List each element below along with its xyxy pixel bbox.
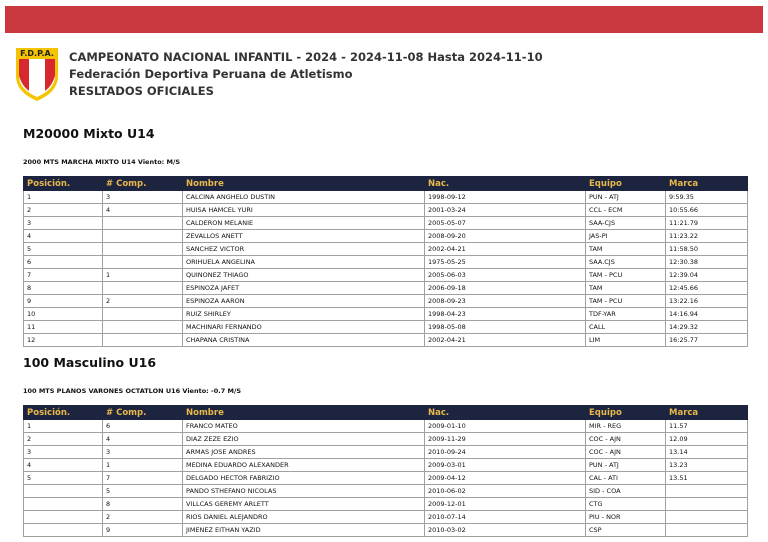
- mark-cell: 11:21.79: [666, 217, 748, 230]
- birthdate-cell: 2002-04-21: [425, 243, 586, 256]
- birthdate-cell: 1975-05-25: [425, 256, 586, 269]
- mark-cell: 13:22.16: [666, 295, 748, 308]
- team-cell: TAM - PCU: [586, 295, 666, 308]
- birthdate-cell: 2001-03-24: [425, 204, 586, 217]
- competitor-number-cell: 1: [103, 269, 183, 282]
- col-team: Equipo: [586, 177, 666, 191]
- table-row: [24, 472, 748, 485]
- name-cell: FRANCO MATEO: [183, 420, 425, 433]
- mark-cell: [666, 498, 748, 511]
- table-row: [24, 243, 748, 256]
- name-cell: ESPINOZA JAFET: [183, 282, 425, 295]
- position-cell: 1: [24, 420, 103, 433]
- results-table: [23, 176, 748, 347]
- birthdate-cell: 2006-09-18: [425, 282, 586, 295]
- team-cell: CCL - ECM: [586, 204, 666, 217]
- competitor-number-cell: 5: [103, 485, 183, 498]
- table-row: [24, 282, 748, 295]
- name-cell: DIAZ ZEZE EZIO: [183, 433, 425, 446]
- name-cell: JIMENEZ EITHAN YAZID: [183, 524, 425, 537]
- team-cell: TAM: [586, 282, 666, 295]
- mark-cell: 12:39.04: [666, 269, 748, 282]
- mark-cell: 12:30.38: [666, 256, 748, 269]
- col-team: Equipo: [586, 406, 666, 420]
- table-row: [24, 524, 748, 537]
- col-birthdate: Nac.: [425, 177, 586, 191]
- birthdate-cell: 2010-06-02: [425, 485, 586, 498]
- birthdate-cell: 1998-05-08: [425, 321, 586, 334]
- team-cell: TAM - PCU: [586, 269, 666, 282]
- competitor-number-cell: [103, 256, 183, 269]
- position-cell: 2: [24, 433, 103, 446]
- name-cell: ORIHUELA ANGELINA: [183, 256, 425, 269]
- birthdate-cell: 2005-05-07: [425, 217, 586, 230]
- position-cell: 5: [24, 472, 103, 485]
- mark-cell: 13.14: [666, 446, 748, 459]
- event-title: M20000 Mixto U14: [23, 126, 155, 141]
- team-cell: COC - AJN: [586, 446, 666, 459]
- name-cell: CHAPANA CRISTINA: [183, 334, 425, 347]
- table-row: [24, 334, 748, 347]
- table-row: [24, 269, 748, 282]
- competitor-number-cell: [103, 321, 183, 334]
- competitor-number-cell: [103, 243, 183, 256]
- name-cell: HUISA HAMCEL YURI: [183, 204, 425, 217]
- position-cell: 3: [24, 217, 103, 230]
- competitor-number-cell: 9: [103, 524, 183, 537]
- name-cell: QUINONEZ THIAGO: [183, 269, 425, 282]
- mark-cell: 12.09: [666, 433, 748, 446]
- team-cell: JAS-PI: [586, 230, 666, 243]
- name-cell: CALCINA ANGHELO DUSTIN: [183, 191, 425, 204]
- competitor-number-cell: 7: [103, 472, 183, 485]
- mark-cell: 13.23: [666, 459, 748, 472]
- position-cell: [24, 524, 103, 537]
- mark-cell: [666, 511, 748, 524]
- team-cell: MIR - REG: [586, 420, 666, 433]
- name-cell: RIOS DANIEL ALEJANDRO: [183, 511, 425, 524]
- table-row: [24, 256, 748, 269]
- mark-cell: 13.51: [666, 472, 748, 485]
- team-cell: COC - AJN: [586, 433, 666, 446]
- competitor-number-cell: [103, 308, 183, 321]
- competitor-number-cell: 2: [103, 295, 183, 308]
- birthdate-cell: 2009-03-01: [425, 459, 586, 472]
- col-position: Posición.: [24, 406, 103, 420]
- position-cell: 7: [24, 269, 103, 282]
- col-mark: Marca: [666, 177, 748, 191]
- mark-cell: 11.57: [666, 420, 748, 433]
- top-banner: [5, 6, 763, 33]
- col-competitor-number: # Comp.: [103, 406, 183, 420]
- birthdate-cell: 2008-09-20: [425, 230, 586, 243]
- competitor-number-cell: 4: [103, 433, 183, 446]
- mark-cell: 11:58.50: [666, 243, 748, 256]
- team-cell: LIM: [586, 334, 666, 347]
- competitor-number-cell: [103, 282, 183, 295]
- table-row: [24, 459, 748, 472]
- team-cell: SAA.CJS: [586, 256, 666, 269]
- table-row: [24, 217, 748, 230]
- birthdate-cell: 2010-07-14: [425, 511, 586, 524]
- mark-cell: 12:45.66: [666, 282, 748, 295]
- birthdate-cell: 1998-04-23: [425, 308, 586, 321]
- table-row: [24, 420, 748, 433]
- col-birthdate: Nac.: [425, 406, 586, 420]
- logo-text: F.D.P.A.: [20, 49, 54, 58]
- team-cell: TDF-YAR: [586, 308, 666, 321]
- team-cell: CALL: [586, 321, 666, 334]
- name-cell: DELGADO HECTOR FABRIZIO: [183, 472, 425, 485]
- birthdate-cell: 2008-09-23: [425, 295, 586, 308]
- birthdate-cell: 2009-12-01: [425, 498, 586, 511]
- mark-cell: [666, 524, 748, 537]
- birthdate-cell: 2002-04-21: [425, 334, 586, 347]
- competitor-number-cell: [103, 217, 183, 230]
- position-cell: 12: [24, 334, 103, 347]
- birthdate-cell: 1998-09-12: [425, 191, 586, 204]
- position-cell: 4: [24, 459, 103, 472]
- competitor-number-cell: [103, 230, 183, 243]
- team-cell: PIU - NOR: [586, 511, 666, 524]
- results-heading: RESLTADOS OFICIALES: [69, 84, 214, 98]
- event-title: 100 Masculino U16: [23, 355, 157, 370]
- mark-cell: 14:29.32: [666, 321, 748, 334]
- event-subtitle: 2000 MTS MARCHA MIXTO U14 Viento: M/S: [23, 158, 181, 166]
- table-row: [24, 511, 748, 524]
- table-header-row: [24, 406, 748, 420]
- competitor-number-cell: 8: [103, 498, 183, 511]
- table-row: [24, 295, 748, 308]
- position-cell: 2: [24, 204, 103, 217]
- results-table: [23, 405, 748, 537]
- birthdate-cell: 2010-09-24: [425, 446, 586, 459]
- team-cell: SAA-CJS: [586, 217, 666, 230]
- birthdate-cell: 2005-06-03: [425, 269, 586, 282]
- col-competitor-number: # Comp.: [103, 177, 183, 191]
- position-cell: [24, 511, 103, 524]
- table-row: [24, 446, 748, 459]
- position-cell: 5: [24, 243, 103, 256]
- name-cell: PANDO STHEFANO NICOLAS: [183, 485, 425, 498]
- competitor-number-cell: 1: [103, 459, 183, 472]
- event-subtitle: 100 MTS PLANOS VARONES OCTATLON U16 Viento: -0.7 M/S: [23, 387, 242, 395]
- team-cell: CTG: [586, 498, 666, 511]
- table-row: [24, 498, 748, 511]
- table-row: [24, 191, 748, 204]
- mark-cell: [666, 485, 748, 498]
- position-cell: 9: [24, 295, 103, 308]
- name-cell: ESPINOZA AARON: [183, 295, 425, 308]
- name-cell: VILLCAS GEREMY ARLETT: [183, 498, 425, 511]
- table-row: [24, 204, 748, 217]
- mark-cell: 11:23.22: [666, 230, 748, 243]
- col-mark: Marca: [666, 406, 748, 420]
- team-cell: SID - COA: [586, 485, 666, 498]
- team-cell: PUN - ATJ: [586, 459, 666, 472]
- position-cell: 3: [24, 446, 103, 459]
- competitor-number-cell: 3: [103, 446, 183, 459]
- name-cell: CALDERON MELANIE: [183, 217, 425, 230]
- mark-cell: 10:55.66: [666, 204, 748, 217]
- col-position: Posición.: [24, 177, 103, 191]
- position-cell: 1: [24, 191, 103, 204]
- championship-title: CAMPEONATO NACIONAL INFANTIL - 2024 - 2024-11-08 Hasta 2024-11-10: [69, 50, 543, 64]
- birthdate-cell: 2009-04-12: [425, 472, 586, 485]
- team-cell: CSP: [586, 524, 666, 537]
- table-row: [24, 433, 748, 446]
- competitor-number-cell: [103, 334, 183, 347]
- position-cell: [24, 485, 103, 498]
- table-row: [24, 308, 748, 321]
- team-cell: CAL - ATI: [586, 472, 666, 485]
- name-cell: RUIZ SHIRLEY: [183, 308, 425, 321]
- name-cell: ZEVALLOS ANETT: [183, 230, 425, 243]
- competitor-number-cell: 3: [103, 191, 183, 204]
- position-cell: 11: [24, 321, 103, 334]
- col-name: Nombre: [183, 406, 425, 420]
- position-cell: 6: [24, 256, 103, 269]
- mark-cell: 14:16.94: [666, 308, 748, 321]
- position-cell: 8: [24, 282, 103, 295]
- competitor-number-cell: 2: [103, 511, 183, 524]
- birthdate-cell: 2009-01-10: [425, 420, 586, 433]
- competitor-number-cell: 4: [103, 204, 183, 217]
- team-cell: PUN - ATJ: [586, 191, 666, 204]
- team-cell: TAM: [586, 243, 666, 256]
- mark-cell: 9:59.35: [666, 191, 748, 204]
- competitor-number-cell: 6: [103, 420, 183, 433]
- name-cell: ARMAS JOSE ANDRES: [183, 446, 425, 459]
- position-cell: 4: [24, 230, 103, 243]
- birthdate-cell: 2009-11-29: [425, 433, 586, 446]
- mark-cell: 16:25.77: [666, 334, 748, 347]
- federation-name: Federación Deportiva Peruana de Atletismo: [69, 67, 353, 81]
- name-cell: MEDINA EDUARDO ALEXANDER: [183, 459, 425, 472]
- table-header-row: [24, 177, 748, 191]
- table-row: [24, 230, 748, 243]
- name-cell: MACHINARI FERNANDO: [183, 321, 425, 334]
- fdpa-logo: [14, 46, 60, 102]
- birthdate-cell: 2010-03-02: [425, 524, 586, 537]
- col-name: Nombre: [183, 177, 425, 191]
- position-cell: [24, 498, 103, 511]
- position-cell: 10: [24, 308, 103, 321]
- name-cell: SANCHEZ VICTOR: [183, 243, 425, 256]
- table-row: [24, 321, 748, 334]
- table-row: [24, 485, 748, 498]
